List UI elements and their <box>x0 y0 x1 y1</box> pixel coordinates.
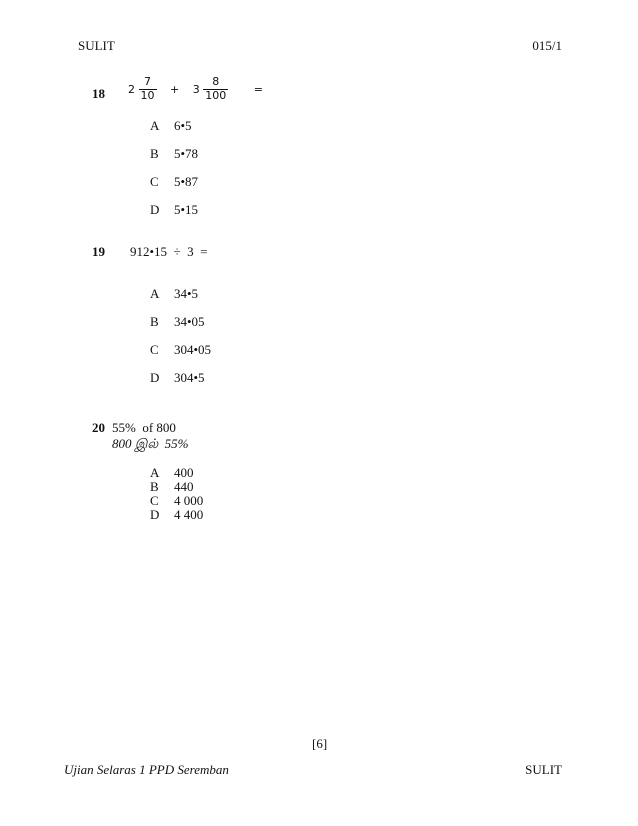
option-a[interactable] <box>150 286 211 314</box>
question-18-expression <box>128 76 263 102</box>
option-b[interactable] <box>150 146 198 174</box>
option-c[interactable] <box>150 174 198 202</box>
option-value: 34•5 <box>174 286 199 301</box>
plus-sign: + <box>170 82 180 96</box>
header-sulit-label: SULIT <box>78 38 115 53</box>
mixed-number-1-fraction <box>139 76 157 102</box>
mixed-number-2-whole: 3 <box>192 82 200 96</box>
option-letter: B <box>150 479 159 494</box>
option-letter: D <box>150 370 160 385</box>
option-letter: D <box>150 507 160 522</box>
option-c[interactable] <box>150 342 211 370</box>
option-a[interactable] <box>150 118 198 146</box>
option-a[interactable] <box>150 466 203 480</box>
option-value: 400 <box>174 465 194 480</box>
option-d[interactable] <box>150 202 198 230</box>
fraction-1-numerator: 7 <box>139 76 157 90</box>
option-value: 4 400 <box>174 507 204 522</box>
option-d[interactable] <box>150 370 211 398</box>
option-letter: B <box>150 314 159 329</box>
mixed-number-1-whole: 2 <box>128 82 135 96</box>
mixed-number-2-fraction <box>203 76 228 102</box>
equals-sign: = <box>253 82 263 96</box>
option-value: 4 000 <box>174 493 204 508</box>
option-letter: C <box>150 342 159 357</box>
option-b[interactable] <box>150 480 203 494</box>
option-value: 34•05 <box>174 314 205 329</box>
question-20-number: 20 <box>92 420 105 435</box>
option-b[interactable] <box>150 314 211 342</box>
option-value: 5•15 <box>174 202 199 217</box>
question-20-line-tamil: 800 இல் 55% <box>112 436 189 451</box>
footer-sulit-label: SULIT <box>525 762 562 777</box>
question-18-options <box>150 118 198 230</box>
question-19-expression: 912•15 ÷ 3 = <box>130 244 208 259</box>
option-value: 5•78 <box>174 146 199 161</box>
fraction-1-denominator: 10 <box>140 88 155 102</box>
option-d[interactable] <box>150 508 203 522</box>
page-number: [6] <box>312 736 328 751</box>
question-20-options <box>150 466 203 522</box>
fraction-2-numerator: 8 <box>203 76 228 90</box>
question-20-line-english: 55% of 800 <box>112 420 176 435</box>
option-letter: A <box>150 118 160 133</box>
option-c[interactable] <box>150 494 203 508</box>
option-letter: A <box>150 286 160 301</box>
option-letter: A <box>150 465 160 480</box>
option-letter: B <box>150 146 159 161</box>
option-letter: C <box>150 493 159 508</box>
option-value: 304•5 <box>174 370 205 385</box>
option-value: 440 <box>174 479 194 494</box>
option-letter: C <box>150 174 159 189</box>
question-18-number: 18 <box>92 86 105 101</box>
option-value: 5•87 <box>174 174 199 189</box>
question-19-number: 19 <box>92 244 105 259</box>
fraction-2-denominator: 100 <box>205 88 227 102</box>
option-value: 304•05 <box>174 342 212 357</box>
question-19-options <box>150 286 211 398</box>
header-paper-code: 015/1 <box>532 38 562 53</box>
option-letter: D <box>150 202 160 217</box>
footer-exam-name: Ujian Selaras 1 PPD Seremban <box>64 762 229 777</box>
option-value: 6•5 <box>174 118 192 133</box>
